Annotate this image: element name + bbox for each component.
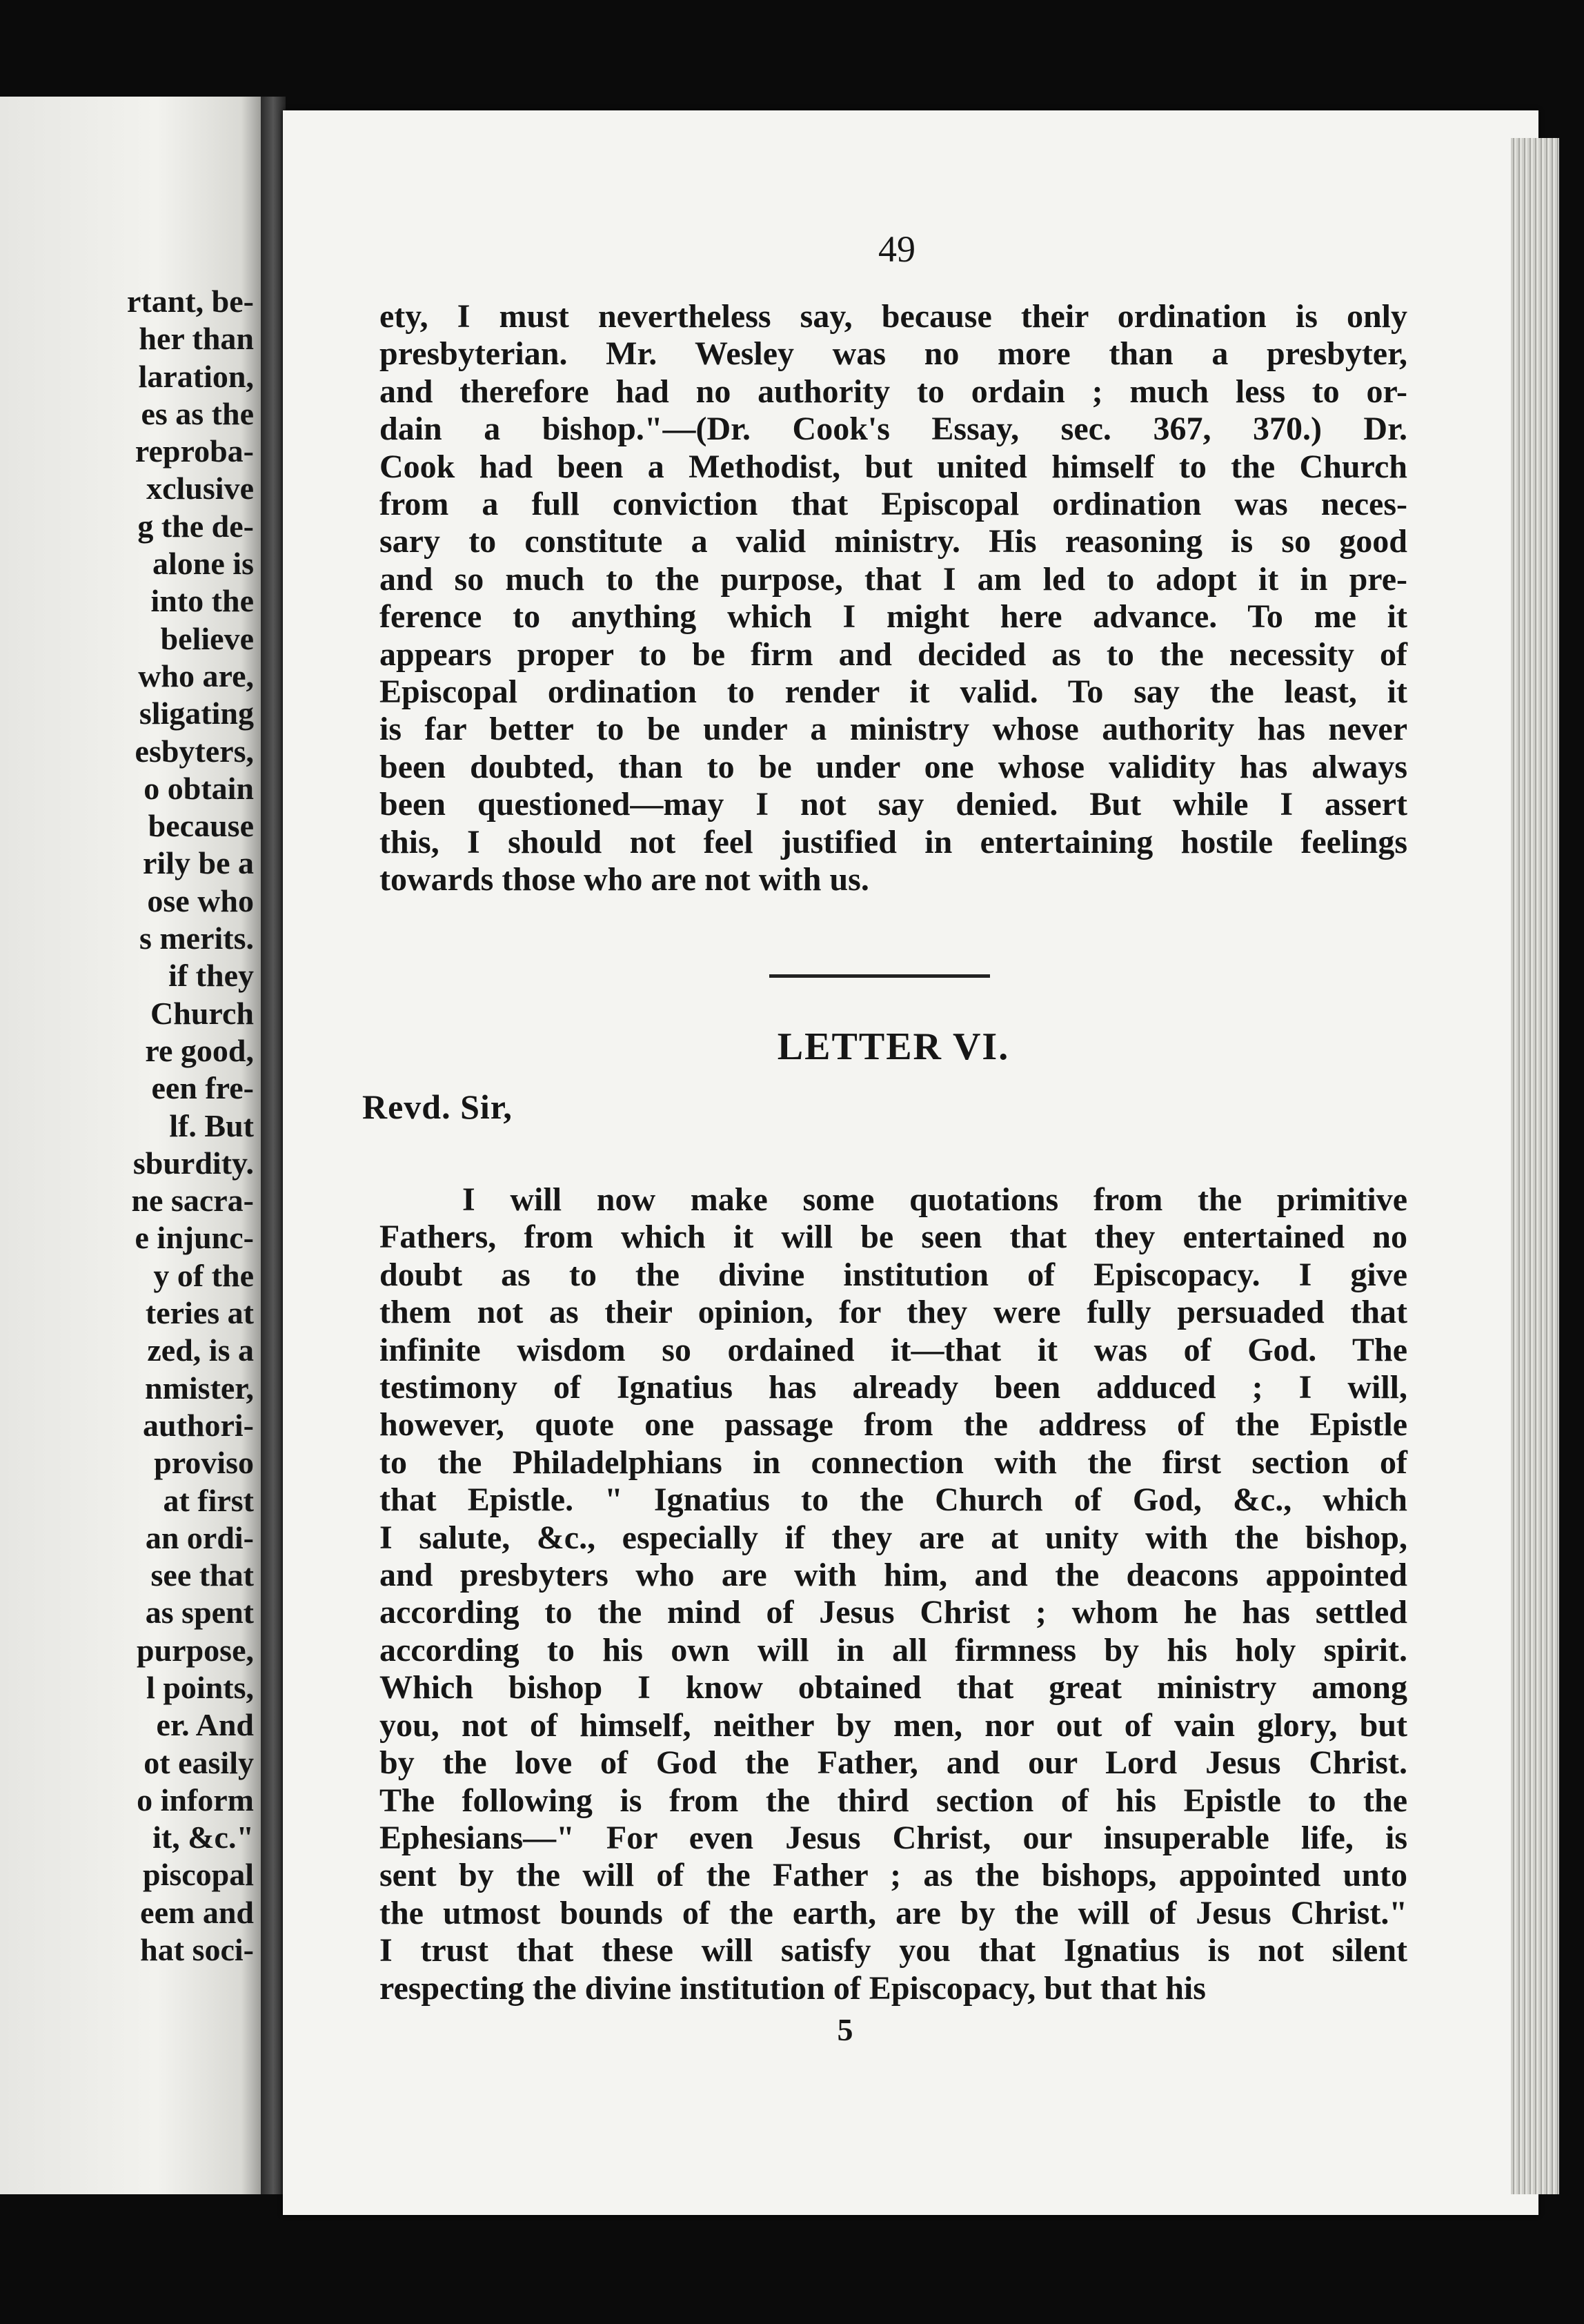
text-line: o obtain [143,770,254,806]
book-gutter [261,97,286,2194]
page-edge [1511,138,1559,2194]
text-line: nmister, [144,1370,254,1406]
text-line: Church [150,995,254,1031]
text-line: g the de- [137,508,254,544]
left-page-text [127,283,254,1969]
text-line: Fathers, from which it will be seen that they entertained no [379,1219,1407,1256]
text-line: appears proper to be firm and decided as to the necessity of [379,636,1407,673]
text-line: is far better to be under a ministry whose authority has never [379,711,1407,748]
text-line: and presbyters who are with him, and the deacons appointed [379,1557,1407,1594]
text-line: lf. But [169,1107,254,1143]
text-line: into the [150,583,254,619]
text-line: re good, [145,1032,254,1068]
text-line: ose who [147,883,254,918]
text-line: respecting the divine institution of Episcopacy, but that his [379,1969,1206,2007]
text-line: from a full conviction that Episcopal ordination was neces- [379,486,1407,523]
text-line: believe [160,620,254,656]
text-line: and therefore had no authority to ordain ; much less to or- [379,373,1407,410]
text-line: ety, I must nevertheless say, because their ordination is only [379,298,1407,335]
text-line: purpose, [137,1632,254,1668]
text-line: to the Philadelphians in connection with the first section of [379,1444,1407,1481]
page-number: 49 [878,228,915,270]
text-line: Ephesians—" For even Jesus Christ, our insuperable life, is [379,1819,1407,1856]
text-line: ference to anything which I might here advance. To me it [379,598,1407,636]
text-line: e injunc- [135,1220,254,1256]
text-line: l points, [146,1669,254,1705]
text-line: o inform [137,1782,254,1818]
text-line: towards those who are not with us. [379,861,869,898]
text-line: dain a bishop."—(Dr. Cook's Essay, sec. 367, 370.) Dr. [379,411,1407,448]
text-line: because [148,808,254,844]
text-line: er. And [156,1707,254,1743]
continued-paragraph [379,298,1407,899]
text-line: reproba- [135,433,254,469]
text-line: if they [168,958,254,994]
section-divider [769,974,990,978]
text-line: by the love of God the Father, and our Lord Jesus Christ. [379,1744,1407,1782]
text-line: rtant, be- [127,284,254,319]
letter-heading: LETTER VI. [777,1025,1010,1068]
text-line: authori- [143,1407,254,1443]
text-line: xclusive [146,471,254,506]
text-line: I trust that these will satisfy you that Ignatius is not silent [379,1932,1407,1969]
text-line: sent by the will of the Father ; as the bishops, appointed unto [379,1857,1407,1894]
text-line: alone is [152,546,254,582]
text-line: een fre- [151,1070,254,1106]
text-line: doubt as to the divine institution of Episcopacy. I give [379,1256,1407,1293]
text-line: been doubted, than to be under one whose validity has always [379,748,1407,785]
text-line: Cook had been a Methodist, but united himself to the Church [379,448,1407,485]
text-line: that Epistle. " Ignatius to the Church of God, &c., which [379,1481,1407,1519]
text-line: ot easily [143,1744,254,1780]
text-line: s merits. [139,920,254,956]
text-line: Episcopal ordination to render it valid. To say the least, it [379,673,1407,711]
text-line: presbyterian. Mr. Wesley was no more than a presbyter, [379,335,1407,373]
text-line: esbyters, [135,733,254,769]
text-line: as spent [145,1595,254,1631]
text-line: you, not of himself, neither by men, nor out of vain glory, but [379,1706,1407,1744]
text-line: who are, [138,658,254,693]
signature-mark: 5 [837,2012,853,2047]
text-line: zed, is a [147,1332,254,1368]
text-line: see that [150,1557,254,1593]
text-line: according to his own will in all firmness by his holy spirit. [379,1631,1407,1668]
text-line: piscopal [142,1857,254,1893]
left-page [0,97,262,2194]
text-line: Which bishop I know obtained that great ministry among [379,1669,1407,1706]
text-line: testimony of Ignatius has already been adduced ; I will, [379,1369,1407,1406]
text-line: y of the [153,1257,254,1293]
text-line: sary to constitute a valid ministry. His reasoning is so good [379,523,1407,560]
text-line: at first [163,1482,254,1518]
text-line: eem and [140,1894,254,1930]
text-line: according to the mind of Jesus Christ ; whom he has settled [379,1594,1407,1631]
text-line: them not as their opinion, for they were fully persuaded that [379,1294,1407,1331]
text-line: laration, [138,358,254,394]
text-line: her than [139,321,254,357]
text-line: sligating [139,696,254,731]
text-line: the utmost bounds of the earth, are by the will of Jesus Christ." [379,1894,1407,1931]
salutation: Revd. Sir, [362,1087,513,1126]
text-line: however, quote one passage from the address of the Epistle [379,1406,1407,1444]
text-line: teries at [145,1295,254,1331]
text-line: rily be a [143,845,254,881]
text-line: infinite wisdom so ordained it—that it was of God. The [379,1331,1407,1368]
text-line: proviso [154,1445,254,1481]
text-line: I salute, &c., especially if they are at unity with the bishop, [379,1519,1407,1556]
text-line: been questioned—may I not say denied. But while I assert [379,786,1407,823]
text-line: this, I should not feel justified in entertaining hostile feelings [379,823,1407,860]
text-line: it, &c." [152,1820,254,1855]
text-line: The following is from the third section of his Epistle to the [379,1782,1407,1819]
text-line: and so much to the purpose, that I am led to adopt it in pre- [379,560,1407,598]
text-line: es as the [141,395,254,431]
text-line: I will now make some quotations from the primitive [462,1181,1407,1218]
text-line: an ordi- [145,1519,254,1555]
text-line: ne sacra- [131,1183,254,1219]
letter-body [379,1181,1407,2007]
text-line: sburdity. [132,1145,254,1181]
text-line: hat soci- [140,1932,254,1968]
